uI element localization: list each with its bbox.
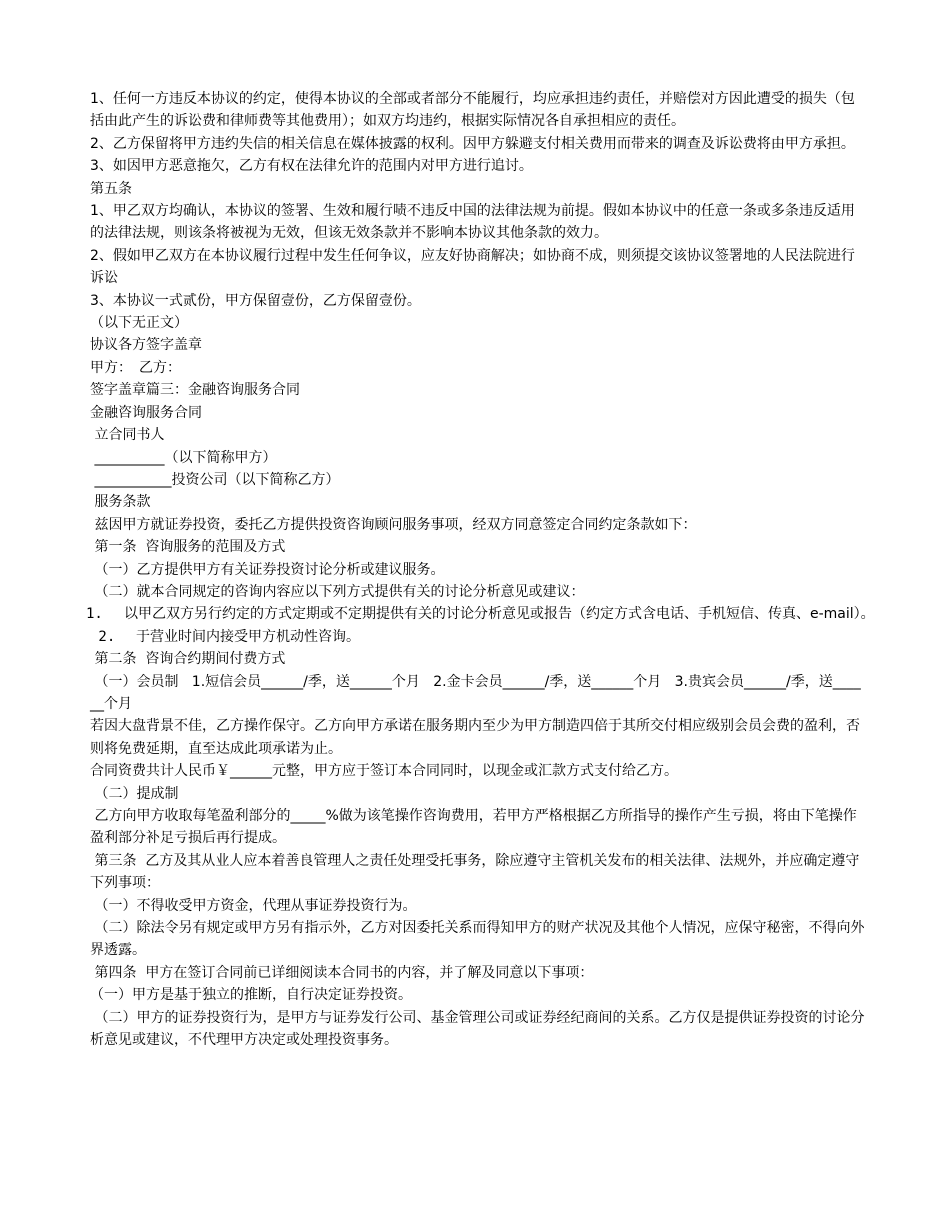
article-four: 第四条 甲方在签订合同前已详细阅读本合同书的内容，并了解及同意以下事项：: [90, 964, 594, 981]
article-three-item-2: （二）除法令另有规定或甲方另有指示外，乙方对因委托关系而得知甲方的财产状况及其他个人情况，应保守秘密，不得向外界透露。: [90, 920, 865, 959]
article-five-heading: 第五条: [90, 180, 132, 197]
list-item: [90, 626, 865, 648]
contracting-parties-label: 立合同书人: [90, 427, 165, 444]
membership-fees: （一）会员制 1.短信会员______/季，送______个月 2.金卡会员______/季，送______个月 3.贵宾会员______/季，送______个月: [90, 673, 861, 712]
contract-preamble: 兹因甲方就证券投资，委托乙方提供投资咨询顾问服务事项，经双方同意签定合同约定条款如下：: [90, 516, 697, 533]
list-item-text: 于营业时间内接受甲方机动性咨询。: [136, 628, 360, 645]
clause-media-disclosure: 2、乙方保留将甲方违约失信的相关信息在媒体披露的权利。因甲方躲避支付相关费用而带来的调查及诉讼费将由甲方承担。: [90, 135, 855, 152]
section-three-title: 签字盖章篇三：金融咨询服务合同: [90, 382, 300, 399]
document-body: [86, 88, 875, 1051]
commission-heading: （二）提成制: [90, 785, 179, 802]
profit-guarantee: 若因大盘背景不佳，乙方操作保守。乙方向甲方承诺在服务期内至少为甲方制造四倍于其所交付相应级别会员会费的盈利，否则将免费延期，直至达成此项承诺为止。: [90, 718, 860, 757]
article-four-item-2: （二）甲方的证券投资行为，是甲方与证券发行公司、基金管理公司或证券经纪商间的关系。乙方仅是提供证券投资的讨论分析意见或建议，不代理甲方决定或处理投资事务。: [90, 1009, 865, 1049]
article-three: 第三条 乙方及其从业人应本着善良管理人之责任处理受托事务，除应遵守主管机关发布的相关法律、法规外，并应确定遵守下列事项：: [90, 852, 860, 892]
article-two-heading: 第二条 咨询合约期间付费方式: [90, 651, 286, 668]
clause-copies: 3、本协议一式贰份，甲方保留壹份，乙方保留壹份。: [90, 292, 421, 309]
clause-breach-liability: 1、任何一方违反本协议的约定，使得本协议的全部或者部分不能履行，均应承担违约责任，并赔偿对方因此遭受的损失（包括由此产生的诉讼费和律师费等其他费用）；如双方均违约，根据实际情况各自承担相应的责任。: [90, 91, 855, 130]
article-three-item-1: （一）不得收受甲方资金，代理从事证券投资行为。: [90, 897, 417, 914]
article-one-item-1: （一）乙方提供甲方有关证券投资讨论分析或建议服务。: [90, 561, 445, 578]
article-one-item-2: （二）就本合同规定的咨询内容应以下列方式提供有关的讨论分析意见或建议：: [90, 583, 585, 600]
list-item-number: 1.: [86, 606, 103, 623]
list-item: [86, 603, 876, 625]
clause-debt-recovery: 3、如因甲方恶意拖欠，乙方有权在法律允许的范围内对甲方进行追讨。: [90, 158, 533, 175]
signature-parties: 甲方： 乙方：: [90, 359, 181, 376]
total-fee: 合同资费共计人民币￥______元整，甲方应于签订本合同同时，以现金或汇款方式支付给乙方。: [90, 763, 678, 780]
article-four-item-1: （一）甲方是基于独立的推断，自行决定证券投资。: [90, 987, 412, 1004]
contract-title: 金融咨询服务合同: [90, 404, 202, 421]
service-terms-heading: 服务条款: [90, 494, 151, 511]
list-item-text: 以甲乙双方另行约定的方式定期或不定期提供有关的讨论分析意见或报告（约定方式含电话、手机短信、传真、e-mail）。: [124, 606, 875, 623]
article-one-heading: 第一条 咨询服务的范围及方式: [90, 539, 286, 556]
party-b-line: ___________投资公司（以下简称乙方）: [90, 471, 340, 488]
commission-terms: 乙方向甲方收取每笔盈利部分的_____%做为该笔操作咨询费用，若甲方严格根据乙方所指导的操作产生亏损，将由下笔操作盈利部分补足亏损后再行提成。: [90, 808, 857, 847]
clause-dispute-resolution: 2、假如甲乙双方在本协议履行过程中发生任何争议，应友好协商解决；如协商不成，则须提交该协议签署地的人民法院进行诉讼: [90, 247, 855, 287]
no-further-text-note: （以下无正文）: [90, 315, 188, 332]
signature-heading: 协议各方签字盖章: [90, 337, 202, 354]
clause-legal-validity: 1、甲乙双方均确认，本协议的签署、生效和履行啧不违反中国的法律法规为前提。假如本协议中的任意一条或多条违反适用的法律法规，则该条将被视为无效，但该无效条款并不影响本协议其他条款的效力。: [90, 203, 855, 242]
list-item-number: 2.: [90, 628, 116, 645]
party-a-line: __________（以下简称甲方）: [90, 449, 277, 466]
